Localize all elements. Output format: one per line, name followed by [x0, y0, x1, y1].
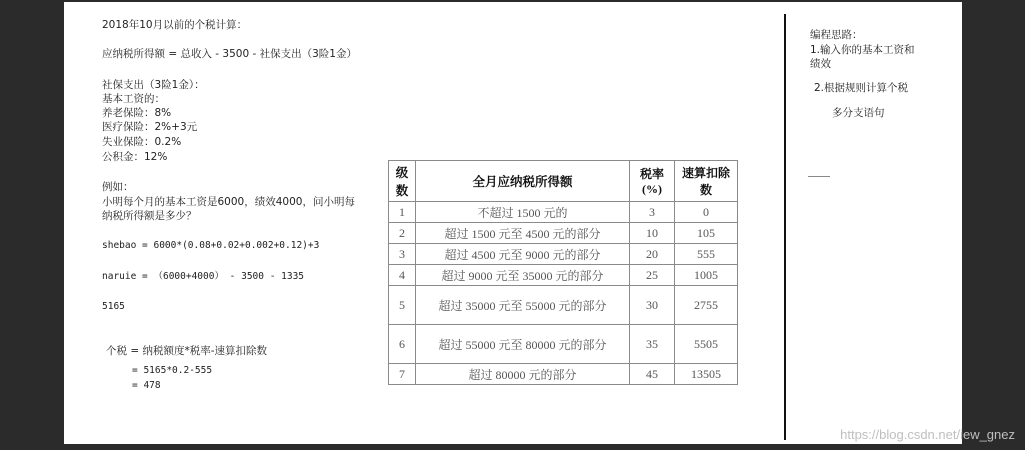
header-income: 全月应纳税所得额	[416, 161, 630, 202]
table-row	[389, 244, 738, 265]
document-page	[64, 2, 962, 444]
cell-deduction: 105	[675, 223, 738, 244]
cell-level: 7	[389, 364, 416, 385]
table-row	[389, 325, 738, 364]
header-deduction: 速算扣除数	[675, 161, 738, 202]
cell-level: 1	[389, 202, 416, 223]
cell-rate: 3	[630, 202, 675, 223]
medical-text: 医疗保险：2%+3元	[102, 121, 198, 133]
cell-rate: 10	[630, 223, 675, 244]
title-text: 2018年10月以前的个税计算：	[102, 19, 248, 31]
cell-deduction: 0	[675, 202, 738, 223]
divider-dash	[808, 176, 830, 177]
plan-step1-line2: 绩效	[810, 58, 831, 70]
tax-rate-table	[388, 160, 738, 385]
cell-income: 超过 80000 元的部分	[416, 364, 630, 385]
table-row	[389, 202, 738, 223]
cell-rate: 25	[630, 265, 675, 286]
example-line2: 纳税所得额是多少？	[102, 210, 197, 222]
cell-level: 5	[389, 286, 416, 325]
cell-rate: 45	[630, 364, 675, 385]
cell-income: 不超过 1500 元的	[416, 202, 630, 223]
table-row	[389, 223, 738, 244]
cell-level: 4	[389, 265, 416, 286]
result-text: 5165	[102, 301, 125, 312]
cell-income: 超过 35000 元至 55000 元的部分	[416, 286, 630, 325]
plan-step2: 2.根据规则计算个税	[814, 82, 909, 94]
plan-step1-line1: 1.输入你的基本工资和	[810, 44, 915, 56]
naruie-text: naruie = （6000+4000） - 3500 - 1335	[102, 271, 305, 282]
example-label: 例如：	[102, 181, 134, 193]
tax-calc-line2: = 478	[132, 380, 161, 391]
cell-income: 超过 55000 元至 80000 元的部分	[416, 325, 630, 364]
cell-rate: 20	[630, 244, 675, 265]
housing-fund-text: 公积金：12%	[102, 151, 168, 163]
table-header-row	[389, 161, 738, 202]
watermark-text: https://blog.csdn.net/iew_gnez	[840, 427, 1015, 442]
cell-deduction: 555	[675, 244, 738, 265]
table-row	[389, 286, 738, 325]
cell-deduction: 13505	[675, 364, 738, 385]
cell-income: 超过 9000 元至 35000 元的部分	[416, 265, 630, 286]
shebao-text: shebao = 6000*(0.08+0.02+0.002+0.12)+3	[102, 240, 320, 251]
base-salary-text: 基本工资的：	[102, 93, 165, 105]
cell-level: 3	[389, 244, 416, 265]
cell-deduction: 2755	[675, 286, 738, 325]
header-level: 级数	[389, 161, 416, 202]
cell-level: 6	[389, 325, 416, 364]
cell-rate: 35	[630, 325, 675, 364]
example-line1: 小明每个月的基本工资是6000，绩效4000，问小明每	[102, 196, 355, 208]
social-header: 社保支出（3险1金）：	[102, 79, 205, 91]
pension-text: 养老保险：8%	[102, 107, 172, 119]
vertical-divider	[784, 14, 786, 440]
tax-formula-text: 个税 = 纳税额度*税率-速算扣除数	[106, 345, 268, 357]
table-row	[389, 265, 738, 286]
unemployment-text: 失业保险：0.2%	[102, 136, 182, 148]
cell-level: 2	[389, 223, 416, 244]
tax-calc-line1: = 5165*0.2-555	[132, 365, 213, 376]
header-rate: 税率(%)	[630, 161, 675, 202]
cell-deduction: 5505	[675, 325, 738, 364]
cell-income: 超过 1500 元至 4500 元的部分	[416, 223, 630, 244]
plan-heading: 编程思路：	[810, 29, 863, 41]
cell-rate: 30	[630, 286, 675, 325]
plan-step3: 多分支语句	[832, 107, 885, 119]
table-row	[389, 364, 738, 385]
cell-income: 超过 4500 元至 9000 元的部分	[416, 244, 630, 265]
cell-deduction: 1005	[675, 265, 738, 286]
formula-text: 应纳税所得额 = 总收入 - 3500 - 社保支出（3险1金）	[102, 48, 357, 60]
